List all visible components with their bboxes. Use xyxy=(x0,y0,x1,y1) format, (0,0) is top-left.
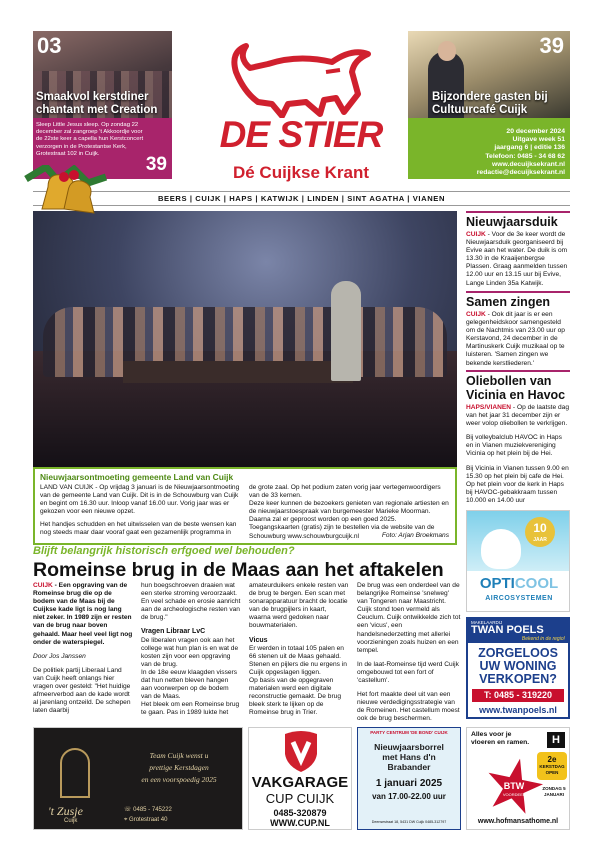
caption-col1: LAND VAN CUIJK - Op vrijdag 3 januari is de Nieuwjaarsontmoeting van de gemeente Land van Cuijk. Dit is in de Schouwburg van Cuijk en begint om 16.30 uur. Inloop vanaf 16.00 uur. Vorig jaar was er gekozen voor een nieuwe opzet. xyxy=(40,484,240,516)
teaser-right-number: 39 xyxy=(539,33,564,58)
opticool-badge-sub: JAAR xyxy=(533,537,547,543)
hofman-badge-number: 2e xyxy=(547,755,557,764)
sidebar-item-oliebollen xyxy=(466,370,570,505)
article-col2-d: Het bleek om een Romeinse brug te gaan. Pas in 1989 lukte het xyxy=(141,701,240,717)
article-col3-a: amateurduikers enkele resten van de brug te bergen. Een scan met sonarapparatuur bracht de locatie van de brugpijlers in kaart, waarna werd gedoken naar bouwmaterialen. xyxy=(249,582,349,630)
article-kicker: Blijft belangrijk historisch erfgoed wel behouden? xyxy=(33,545,295,557)
twanpoels-line-1: ZORGELOOS xyxy=(478,646,558,660)
hofman-btw-sub: VOORDEEL xyxy=(502,792,526,797)
twanpoels-ad[interactable] xyxy=(466,617,570,719)
sidebar-title: Samen zingen xyxy=(466,295,551,309)
hofman-line-2: vloeren en ramen. xyxy=(471,739,530,746)
hofman-zondag: ZONDAG 5 JANUARI xyxy=(542,786,566,797)
phone-icon: ☏ xyxy=(124,807,134,813)
sidebar-text: - Ook dit jaar is er een gelegenheidskoor samengesteld om de Nachtmis van 23.00 uur op Kerstavond, 24 december in de Martinuskerk Cuijk muzikaal op te luisteren. 'Samen zingen we bekende kerstliederen.' xyxy=(466,311,565,367)
sidebar-text: - Voor de 3e keer wordt de Nieuwjaarsduik georganiseerd bij Evive aan het water. De duik is om 13.30 in de Kraaijenbergse Plassen. Graag aanmelden tussen 12.00 uur en 13.15 uur bij Evive, Lange Linden 35a Katwijk. xyxy=(466,231,568,287)
masthead-subtitle: Dé Cuijkse Krant xyxy=(232,163,370,182)
borrel-line-2: met Hans d'n xyxy=(382,752,436,762)
edition-week: Uitgave week 51 xyxy=(512,136,565,144)
hofman-line-1: Alles voor je xyxy=(471,731,512,738)
photo-caption xyxy=(33,467,457,545)
vakgarage-brand: VAKGARAGE xyxy=(251,774,349,791)
borrel-venue: PARTY CENTRUM 'DE BOND' CUIJK xyxy=(370,730,448,735)
borrel-line-5: van 17.00-22.00 uur xyxy=(372,792,446,801)
article-col-1 xyxy=(33,582,133,721)
edition-phone: Telefoon: 0485 - 34 68 62 xyxy=(485,152,565,160)
opticool-brand-1: OPTI xyxy=(479,575,515,592)
edition-date: 20 december 2024 xyxy=(506,128,565,135)
sidebar-dateline: HAPS/VIANEN xyxy=(466,404,512,411)
caption-col2: de grote zaal. Op het podium zaten vorig jaar vertegenwoordigers van de 33 kernen. xyxy=(249,484,441,500)
article-col3-b: Er werden in totaal 105 palen en 66 stenen uit de Maas gehaald. Stenen en pijlers die nu ergens in Cuijk opgeslagen liggen. xyxy=(249,644,347,676)
sidebar-text-3: Bij Vicinia in Vianen tussen 9.00 en 15.30 op het plein bij cafe de Hei. Op het plein voor de kerk in Haps bij HAVOC-gebakkraam tussen 10.000 en 14.00 uur xyxy=(466,464,569,504)
edition-email[interactable]: redactie@decuijksekrant.nl xyxy=(476,169,565,177)
christmas-bells-icon xyxy=(18,165,110,225)
edition-issue: jaargang 6 | editie 136 xyxy=(494,144,565,152)
hofman-btw: BTW xyxy=(503,781,525,791)
teaser-right-headline: Bijzondere gasten bij Cultuurcafé Cuijk xyxy=(432,91,548,116)
zusje-address: Grotestraat 40 xyxy=(129,817,168,823)
sidebar xyxy=(466,211,570,505)
polar-bear-icon xyxy=(481,529,521,569)
twanpoels-line-3: VERKOPEN? xyxy=(479,672,557,686)
bull-logo-icon xyxy=(228,42,374,118)
photo-credit: Foto: Arjan Broekmans xyxy=(381,531,449,539)
twanpoels-name: TWAN POELS xyxy=(471,624,544,636)
twanpoels-web[interactable]: www.twanpoels.nl xyxy=(479,705,557,715)
sidebar-title: Oliebollen van Vicinia en Havoc xyxy=(466,374,566,402)
opticool-tagline: AIRCOSYSTEMEN xyxy=(485,595,553,602)
zusje-name: 't Zusje xyxy=(48,804,83,818)
caption-title: Nieuwjaarsontmoeting gemeente Land van Cuijk xyxy=(40,472,234,482)
opticool-badge xyxy=(525,517,555,547)
main-photo xyxy=(33,211,457,467)
sidebar-title: Nieuwjaarsduik xyxy=(466,215,558,229)
zusje-city: Cuijk xyxy=(64,818,78,824)
promo-text: Sleep Little Jesus sleep. Op zondag 22 december zal zangroep 't Akkoordje voor de 22ste keer a capella hun Kerstconcert verzorgen in de Protestantse Kerk, Grotestraat 102 in Cuijk. xyxy=(36,122,144,157)
vakgarage-phone: 0485-320879 xyxy=(273,808,327,818)
masthead-title: DE STIER xyxy=(219,114,383,155)
teaser-left-headline: Smaakvol kerstdiner chantant met Creation xyxy=(36,91,158,116)
article-col4-c: Het fort maakte deel uit van een nieuwe verdedigingsstrategie van de Romeinen. Het castellum moest ook de brug beschermen. xyxy=(357,691,460,723)
article-col3-c: Op basis van de opgegraven materialen werd een digitale reconstructie gemaakt. De brug bleek sterk te lijken op de Romeinse brug in Trier. xyxy=(249,677,341,717)
borrel-line-4: 1 januari 2025 xyxy=(375,778,443,789)
article-author: Door Jos Janssen xyxy=(33,652,86,660)
promo-number: 39 xyxy=(145,154,167,175)
teaser-left-number: 03 xyxy=(37,33,62,58)
article-headline: Romeinse brug in de Maas aan het aftakelen xyxy=(33,559,444,581)
borrel-line-1: Nieuwjaarsborrel xyxy=(374,742,444,752)
vakgarage-ad[interactable] xyxy=(248,727,352,830)
article-col-4 xyxy=(357,582,461,730)
zusje-text-1: Team Cuijk wenst u xyxy=(149,751,209,760)
caption-col2b: Deze keer kunnen de bezoekers genieten van regionale artiesten en de nieuwjaarstoespraak van burgemeester Marieke Moorman. Daarna zal er geproost worden op een goed 2025. xyxy=(249,500,449,524)
opticool-badge-number: 10 xyxy=(533,521,547,535)
sidebar-item-samen-zingen xyxy=(466,291,570,370)
places-bar xyxy=(33,191,570,206)
sidebar-dateline: CUIJK xyxy=(466,311,486,318)
pin-icon: ⌖ xyxy=(124,817,130,823)
hofman-web[interactable]: www.hofmansathome.nl xyxy=(477,818,559,825)
borrel-ad[interactable] xyxy=(357,727,461,830)
article-col4-a: De brug was een onderdeel van de belangrijke Romeinse 'snelweg' van Tongeren naar Maastricht. Cuijk stond toen vermeld als Ceuclum. Cuijk ontwikkelde zich tot een 'vicus', een handelsnederzetting met allerlei voorzieningen zoals huizen en een tempel. xyxy=(357,582,461,654)
twanpoels-line-2: UW WONING xyxy=(479,659,557,673)
hofman-logo-icon: H xyxy=(547,732,565,748)
article-col-2 xyxy=(141,582,241,724)
sidebar-dateline: CUIJK xyxy=(466,231,486,238)
article-lead: - Een opgraving van de Romeinse brug die op de bodem van de Maas bij de Cuijkse kade ligt is nog lang niet zeker. In 1989 zijn er resten van de brug naar boven gehaald. Maar heel veel ligt nog onder de waterspiegel. xyxy=(33,582,133,646)
article-col2-c: In de 18e eeuw klaagden vissers dat hun netten bleven hangen aan voorwerpen op de bodem van de Maas. xyxy=(141,668,238,701)
teaser-left[interactable] xyxy=(33,31,172,118)
edition-web[interactable]: www.decuijksekrant.nl xyxy=(491,160,565,168)
zusje-text-3: en een voorspoedig 2025 xyxy=(141,775,217,784)
opticool-ad[interactable] xyxy=(466,510,570,612)
hofman-badge xyxy=(537,752,567,780)
article-subhead: Vicus xyxy=(249,636,268,644)
twanpoels-top: MAKELAARDIJ xyxy=(471,620,503,625)
vakgarage-logo-icon xyxy=(281,730,321,774)
article-col4-b: In de laat-Romeinse tijd werd Cuijk omgebouwd tot een fort of 'castellum'. xyxy=(357,660,459,685)
sidebar-text: - Op de laatste dag van het jaar 31 december zijn er weer volop oliebollen te verkrijgen. xyxy=(466,404,570,428)
article-col2-b: De liberalen vragen ook aan het college wat hun plan is en wat de kosten zijn voor een opgraving van de brug. xyxy=(141,636,239,668)
sidebar-text-2: Bij volleybalclub HAVOC in Haps en in Vianen muziekvereniging Vicinia op het plein bij de Hei. xyxy=(466,434,562,458)
sidebar-item-nieuwjaarsduik xyxy=(466,211,570,291)
borrel-line-3: Brabander xyxy=(387,762,431,772)
twanpoels-slogan: Bekend in de regio! xyxy=(521,636,565,642)
article-subhead: Vragen Libraar LvC xyxy=(141,628,206,636)
caption-col2c: Toegangskaarten (gratis) zijn te bestellen via de website van de Schouwburg www.schouwburgcuijk.nl xyxy=(249,524,435,540)
zusje-text-2: prettige Kerstdagen xyxy=(149,763,209,772)
edition-box xyxy=(408,118,570,179)
places-list: BEERS | CUIJK | HAPS | KATWIJK | LINDEN | SINT AGATHA | VIANEN xyxy=(157,194,446,203)
twanpoels-phone: T: 0485 - 319220 xyxy=(472,689,564,702)
caption-col1b: Het handjes schudden en het uitwisselen van de beste wensen kan nog steeds maar daar vooraf gaat een gezamenlijk programma in xyxy=(40,521,237,537)
zusje-logo-icon xyxy=(60,748,90,798)
vakgarage-web[interactable]: WWW.CUP.NL xyxy=(270,818,330,828)
borrel-footer: Deensestraat 18, 5431 DW Cuijk 0485-312797 xyxy=(371,820,447,824)
teaser-right[interactable] xyxy=(408,31,570,118)
article-col2-a: hun boegschroeven draaien wat een sterke stroming veroorzaakt. En veel schade en erosie aanricht aan de archeologische resten van de brug." xyxy=(141,582,241,622)
vakgarage-name: CUP CUIJK xyxy=(265,791,335,806)
article-col-3 xyxy=(249,582,349,724)
hofman-ad[interactable] xyxy=(466,727,570,830)
article-col1-text: De politiek partij Liberaal Land van Cuijk heeft onlangs hier vragen over gesteld: "Het huidige afmeerverbod aan de kade wordt al jarenlang ontzeild. De schepen laten daarbij xyxy=(33,666,131,715)
opticool-brand-2: COOL xyxy=(514,575,559,592)
zusje-ad[interactable] xyxy=(33,727,243,830)
zusje-phone: 0485 - 745222 xyxy=(133,807,172,813)
article-dateline: CUIJK xyxy=(33,582,53,589)
hofman-open: KERSTDAG OPEN xyxy=(539,764,565,775)
